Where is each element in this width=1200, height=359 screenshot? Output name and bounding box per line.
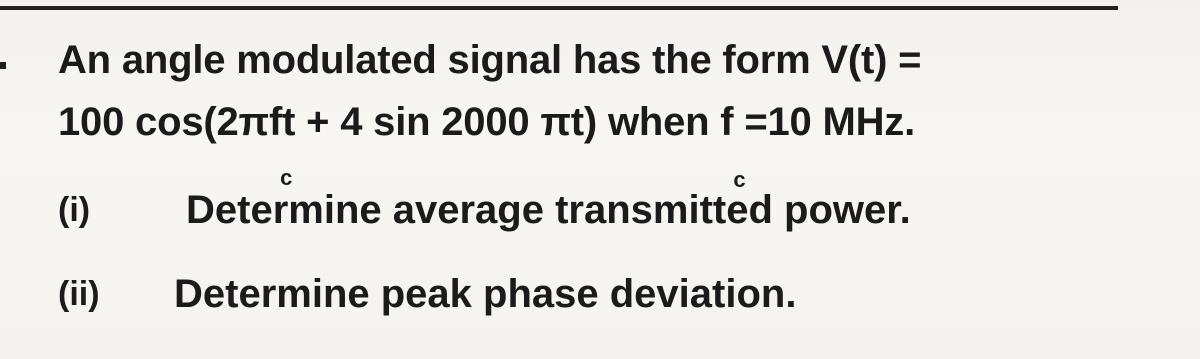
subscript-c-2: c: [733, 167, 746, 192]
equation-part-2: t + 4 sin 2000 πt) when f: [282, 100, 734, 144]
question-1-text: Determine average transmitted power.: [186, 188, 911, 232]
equation-part-3: =10 MHz.: [733, 100, 916, 144]
top-rule: [0, 6, 1118, 10]
question-1-number: (i): [58, 191, 91, 229]
question-2-text: Determine peak phase deviation.: [174, 272, 797, 316]
question-2-number: (ii): [58, 275, 100, 313]
list-marker: [0, 62, 6, 69]
problem-line-1: An angle modulated signal has the form V(t) =: [58, 38, 922, 82]
problem-line-2: [58, 98, 916, 192]
equation-part-1: 100 cos(2πf: [58, 100, 283, 144]
subscript-c-1: c: [280, 165, 293, 190]
